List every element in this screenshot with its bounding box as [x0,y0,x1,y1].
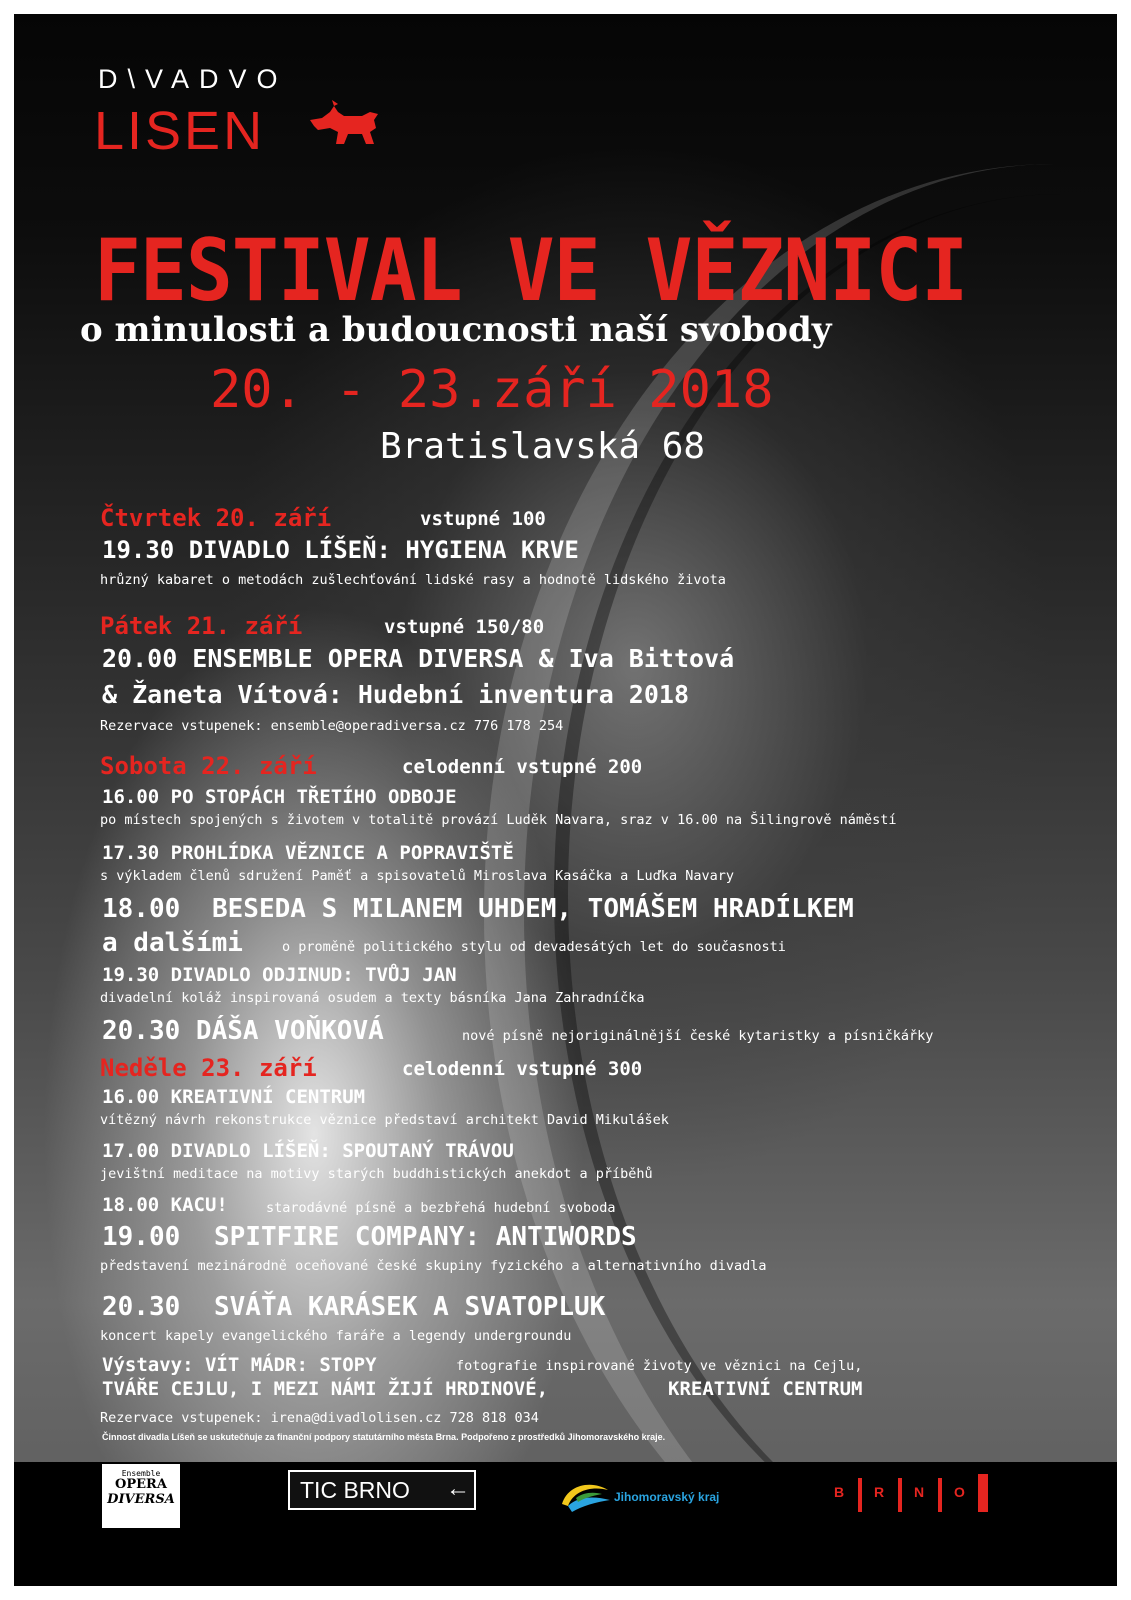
fee-thursday: vstupné 100 [420,508,546,530]
event-karasek: SVÁŤA KARÁSEK A SVATOPLUK [214,1292,606,1322]
day-sunday: Neděle 23. září [100,1054,317,1082]
tic-brno-label: TIC BRNO [300,1477,410,1503]
reservation-opera: Rezervace vstupenek: ensemble@operadiversa.cz 776 178 254 [100,718,564,734]
day-friday: Pátek 21. září [100,612,303,640]
festival-address: Bratislavská 68 [380,426,706,467]
brno-divider-1 [858,1478,862,1512]
jmk-logo-icon [558,1476,614,1516]
event-kacu-desc: starodávné písně a bezbřehá hudební svoboda [266,1200,616,1216]
event-prohlidka-desc: s výkladem členů sdružení Paměť a spisovatelů Miroslava Kasáčka a Luďka Navary [100,868,734,884]
event-beseda-time: 18.00 [102,894,181,924]
event-beseda-desc: o proměně politického stylu od devadesátých let do současnosti [282,939,786,955]
event-tvuj-jan: 19.30 DIVADLO ODJINUD: TVŮJ JAN [102,964,457,986]
day-thursday: Čtvrtek 20. září [100,504,332,532]
event-beseda-2: a dalšími [102,928,243,958]
event-odboj-desc: po místech spojených s životem v totalitě provází Luděk Navara, sraz v 16.00 na Šilingrově náměstí [100,812,897,828]
poster [14,14,1117,1586]
event-opera-diversa-2: & Žaneta Vítová: Hudební inventura 2018 [102,680,689,709]
event-kreativni-desc: vítězný návrh rekonstrukce věznice představí architekt David Mikulášek [100,1112,669,1128]
funding-note: Činnost divadla Líšeň se uskutečňuje za finanční podpory statutárního města Brna. Podpořeno z prostředků Jihomoravského kraje. [102,1432,666,1442]
reservation-main: Rezervace vstupenek: irena@divadlolisen.cz 728 818 034 [100,1410,539,1426]
brno-letter-r: R [874,1484,885,1500]
fee-saturday: celodenní vstupné 200 [402,756,643,778]
festival-title: FESTIVAL VE VĚZNICI [94,222,968,321]
event-tvuj-jan-desc: divadelní koláž inspirovaná osudem a texty básníka Jana Zahradníčka [100,990,645,1006]
event-kreativni: 16.00 KREATIVNÍ CENTRUM [102,1086,366,1108]
opera-logo-mid: OPERA [115,1477,167,1492]
fee-friday: vstupné 150/80 [384,616,545,638]
brno-divider-3 [938,1478,942,1512]
event-odboj: 16.00 PO STOPÁCH TŘETÍHO ODBOJE [102,786,457,808]
dog-logo-icon [304,98,384,154]
brno-divider-2 [898,1478,902,1512]
event-kacu: 18.00 KACU! [102,1194,228,1216]
event-karasek-time: 20.30 [102,1292,181,1322]
event-spitfire-time: 19.00 [102,1222,181,1252]
event-spoutany-desc: jevištní meditace na motivy starých buddhistických anekdot a příběhů [100,1166,653,1182]
day-saturday: Sobota 22. září [100,752,317,780]
tic-brno-logo [288,1470,476,1510]
opera-logo-bottom: DIVERSA [107,1492,175,1507]
event-karasek-desc: koncert kapely evangelického faráře a legendy undergroundu [100,1328,572,1344]
opera-logo-top: Ensemble [121,1469,161,1478]
event-hygiena: 19.30 DIVADLO LÍŠEŇ: HYGIENA KRVE [102,536,579,564]
festival-subtitle: o minulosti a budoucnosti naší svobody [80,310,832,350]
exhibitions-label: Výstavy: VÍT MÁDR: STOPY [102,1354,377,1376]
event-vonkova: 20.30 DÁŠA VOŇKOVÁ [102,1016,384,1046]
brno-letter-n: N [914,1484,925,1500]
event-vonkova-desc: nové písně nejoriginálnější české kytaristky a písničkářky [462,1028,934,1044]
arrow-left-icon: ← [446,1475,470,1502]
event-hygiena-desc: hrůzný kabaret o metodách zušlechťování lidské rasy a hodnotě lidského života [100,572,726,588]
brno-letter-o: O [954,1484,965,1500]
exhibitions-desc: fotografie inspirované životy ve věznici na Cejlu, [456,1358,863,1374]
brno-divider-4 [978,1474,988,1512]
opera-diversa-logo [102,1464,180,1528]
jmk-label: Jihomoravský kraj [614,1490,720,1504]
exhibitions-line2-end: KREATIVNÍ CENTRUM [668,1378,863,1400]
fee-sunday: celodenní vstupné 300 [402,1058,643,1080]
festival-dates: 20. - 23.září 2018 [210,360,774,420]
event-spitfire: SPITFIRE COMPANY: ANTIWORDS [214,1222,637,1252]
logo-lisen: LISEN [94,101,266,161]
logo-divadlo: D\VADVO [98,64,288,94]
event-spitfire-desc: představení mezinárodně oceňované české skupiny fyzického a alternativního divadla [100,1258,767,1274]
event-prohlidka: 17.30 PROHLÍDKA VĚZNICE A POPRAVIŠTĚ [102,842,514,864]
brno-letter-b: B [834,1484,845,1500]
event-spoutany: 17.00 DIVADLO LÍŠEŇ: SPOUTANÝ TRÁVOU [102,1140,514,1162]
event-opera-diversa: 20.00 ENSEMBLE OPERA DIVERSA & Iva Bittová [102,644,735,673]
exhibitions-line2: TVÁŘE CEJLU, I MEZI NÁMI ŽIJÍ HRDINOVÉ, [102,1378,549,1400]
event-beseda: BESEDA S MILANEM UHDEM, TOMÁŠEM HRADÍLKEM [212,894,854,924]
